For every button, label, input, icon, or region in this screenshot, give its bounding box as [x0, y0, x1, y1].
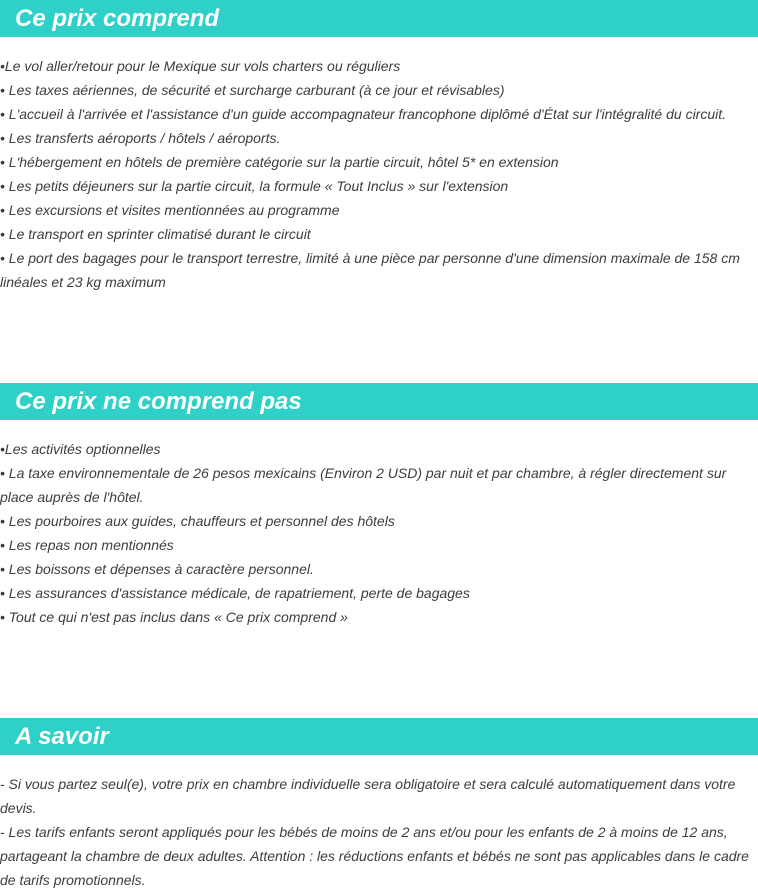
included-item: • L'hébergement en hôtels de première catégorie sur la partie circuit, hôtel 5* en extension: [0, 154, 559, 170]
not-included-item: • Les boissons et dépenses à caractère personnel.: [0, 561, 314, 577]
included-list: [0, 54, 758, 294]
included-item: •Le vol aller/retour pour le Mexique sur vols charters ou réguliers: [0, 58, 401, 74]
section-title-a-savoir: A savoir: [0, 718, 758, 755]
good-to-know-list: [0, 772, 758, 892]
included-item: • Les excursions et visites mentionnées au programme: [0, 202, 340, 218]
not-included-item: • Les repas non mentionnés: [0, 537, 174, 553]
not-included-item: • La taxe environnementale de 26 pesos mexicains (Environ 2 USD) par nuit et par chambre, à régler directement sur place auprès de l'hôtel.: [0, 465, 727, 505]
not-included-list: [0, 437, 758, 629]
included-item: • Le transport en sprinter climatisé durant le circuit: [0, 226, 311, 242]
included-item: • Les transferts aéroports / hôtels / aéroports.: [0, 130, 281, 146]
included-item: • Les petits déjeuners sur la partie circuit, la formule « Tout Inclus » sur l'extension: [0, 178, 509, 194]
not-included-item: • Tout ce qui n'est pas inclus dans « Ce prix comprend »: [0, 609, 348, 625]
section-title-ce-prix-ne-comprend-pas: Ce prix ne comprend pas: [0, 383, 758, 420]
good-to-know-item: - Les tarifs enfants seront appliqués pour les bébés de moins de 2 ans et/ou pour les enfants de 2 à moins de 12 ans, partageant la chambre de deux adultes. Attention : les réductions enfants et bébés ne sont pas applicables dans le cadre de tarifs promotionnels.: [0, 824, 749, 888]
included-item: • L'accueil à l'arrivée et l'assistance d'un guide accompagnateur francophone diplômé d'État sur l'intégralité du circuit.: [0, 106, 727, 122]
included-item: • Le port des bagages pour le transport terrestre, limité à une pièce par personne d'une dimension maximale de 158 cm linéales et 23 kg maximum: [0, 250, 740, 290]
not-included-item: •Les activités optionnelles: [0, 441, 161, 457]
not-included-item: • Les assurances d'assistance médicale, de rapatriement, perte de bagages: [0, 585, 470, 601]
good-to-know-item: - Si vous partez seul(e), votre prix en chambre individuelle sera obligatoire et sera calculé automatiquement dans votre devis.: [0, 776, 736, 816]
included-item: • Les taxes aériennes, de sécurité et surcharge carburant (à ce jour et révisables): [0, 82, 505, 98]
not-included-item: • Les pourboires aux guides, chauffeurs et personnel des hôtels: [0, 513, 395, 529]
section-title-ce-prix-comprend: Ce prix comprend: [0, 0, 758, 37]
